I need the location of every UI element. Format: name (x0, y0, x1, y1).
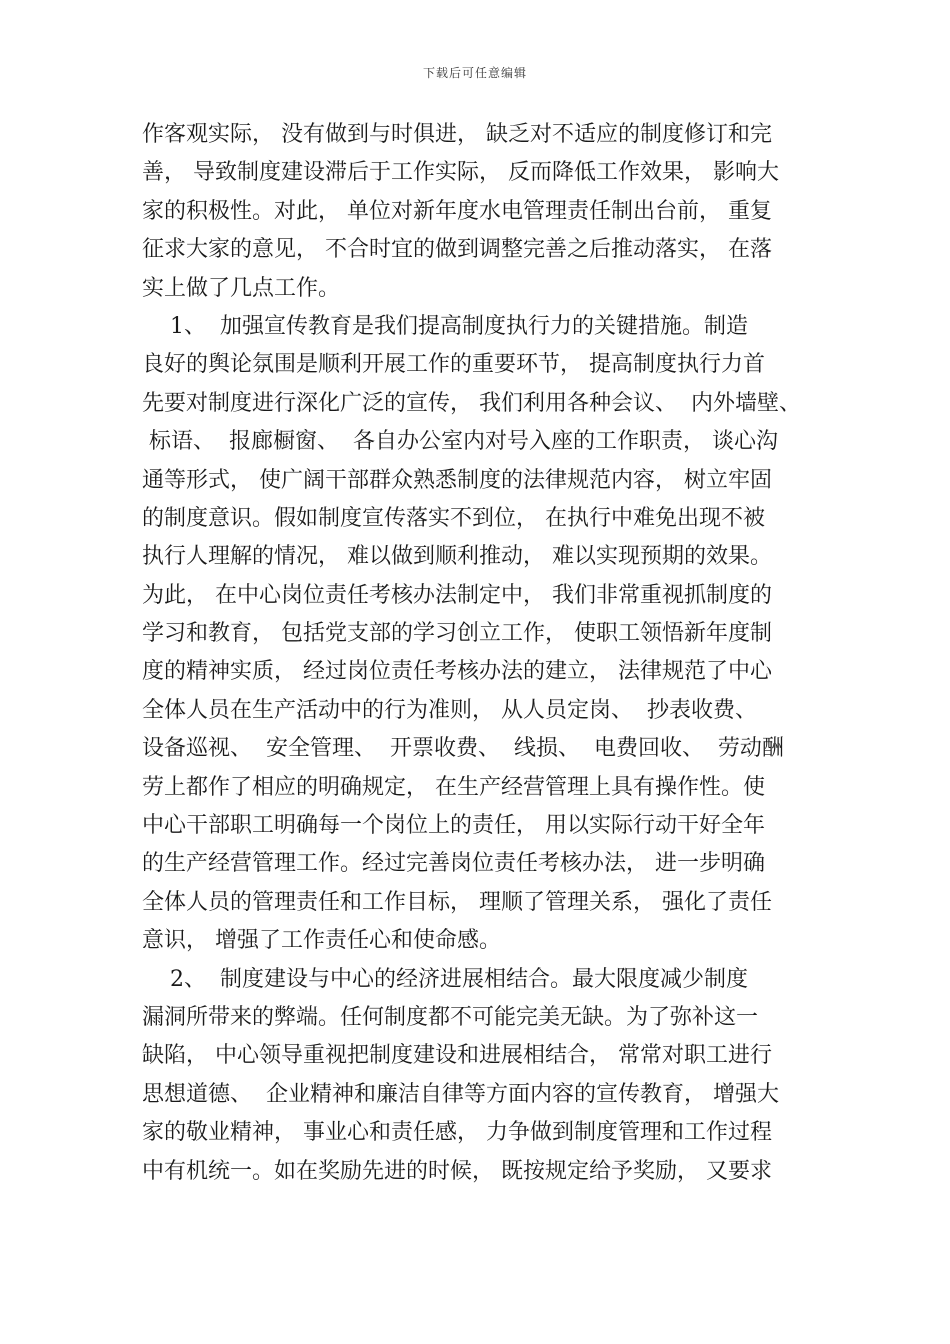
text-line: 缺陷， 中心领导重视把制度建设和进展相结合， 常常对职工进行 (142, 1043, 772, 1069)
text-line: 的制度意识。假如制度宣传落实不到位， 在执行中难免出现不被 (142, 505, 765, 531)
text-line: 2、 制度建设与中心的经济进展相结合。最大限度减少制度 (142, 966, 748, 992)
text-line: 设备巡视、 安全管理、 开票收费、 线损、 电费回收、 劳动酬 (142, 736, 784, 762)
text-line: 标语、 报廊橱窗、 各自办公室内对号入座的工作职责， 谈心沟 (142, 429, 778, 455)
text-line: 全体人员在生产活动中的行为准则， 从人员定岗、 抄表收费、 (142, 697, 757, 723)
text-line: 全体人员的管理责任和工作目标， 理顺了管理关系， 强化了责任 (142, 889, 772, 915)
text-line: 漏洞所带来的弊端。任何制度都不可能完美无缺。为了弥补这一 (142, 1004, 759, 1030)
text-line: 家的敬业精神， 事业心和责任感， 力争做到制度管理和工作过程 (142, 1120, 772, 1146)
text-line: 劳上都作了相应的明确规定， 在生产经营管理上具有操作性。使 (142, 774, 765, 800)
text-line: 度的精神实质， 经过岗位责任考核办法的建立， 法律规范了中心 (142, 659, 772, 685)
text-line: 通等形式， 使广阔干部群众熟悉制度的法律规范内容， 树立牢固 (142, 467, 772, 493)
document-body (142, 116, 822, 1191)
text-line: 实上做了几点工作。 (142, 275, 341, 301)
text-line: 中心干部职工明确每一个岗位上的责任， 用以实际行动干好全年 (142, 813, 765, 839)
text-line: 为此， 在中心岗位责任考核办法制定中， 我们非常重视抓制度的 (142, 582, 772, 608)
page-header: 下载后可任意编辑 (422, 66, 527, 80)
text-line: 意识， 增强了工作责任心和使命感。 (142, 928, 501, 954)
text-line: 先要对制度进行深化广泛的宣传， 我们利用各种会议、 内外墙壁、 (142, 390, 801, 416)
text-line: 良好的舆论氛围是顺利开展工作的重要环节， 提高制度执行力首 (142, 352, 765, 378)
text-line: 的生产经营管理工作。经过完善岗位责任考核办法， 进一步明确 (142, 851, 765, 877)
text-line: 征求大家的意见， 不合时宜的做到调整完善之后推动落实， 在落 (142, 237, 772, 263)
text-line: 善， 导致制度建设滞后于工作实际， 反而降低工作效果， 影响大 (142, 160, 779, 186)
text-line: 1、 加强宣传教育是我们提高制度执行力的关键措施。制造 (142, 313, 748, 339)
text-line: 家的积极性。对此， 单位对新年度水电管理责任制出台前， 重复 (142, 198, 772, 224)
text-line: 作客观实际， 没有做到与时俱进， 缺乏对不适应的制度修订和完 (142, 122, 772, 147)
text-line: 思想道德、 企业精神和廉洁自律等方面内容的宣传教育， 增强大 (142, 1081, 779, 1107)
text-line: 执行人理解的情况， 难以做到顺利推动， 难以实现预期的效果。 (142, 544, 772, 570)
text-line: 学习和教育， 包括党支部的学习创立工作， 使职工领悟新年度制 (142, 621, 772, 647)
text-line: 中有机统一。如在奖励先进的时候， 既按规定给予奖励， 又要求 (142, 1158, 772, 1184)
